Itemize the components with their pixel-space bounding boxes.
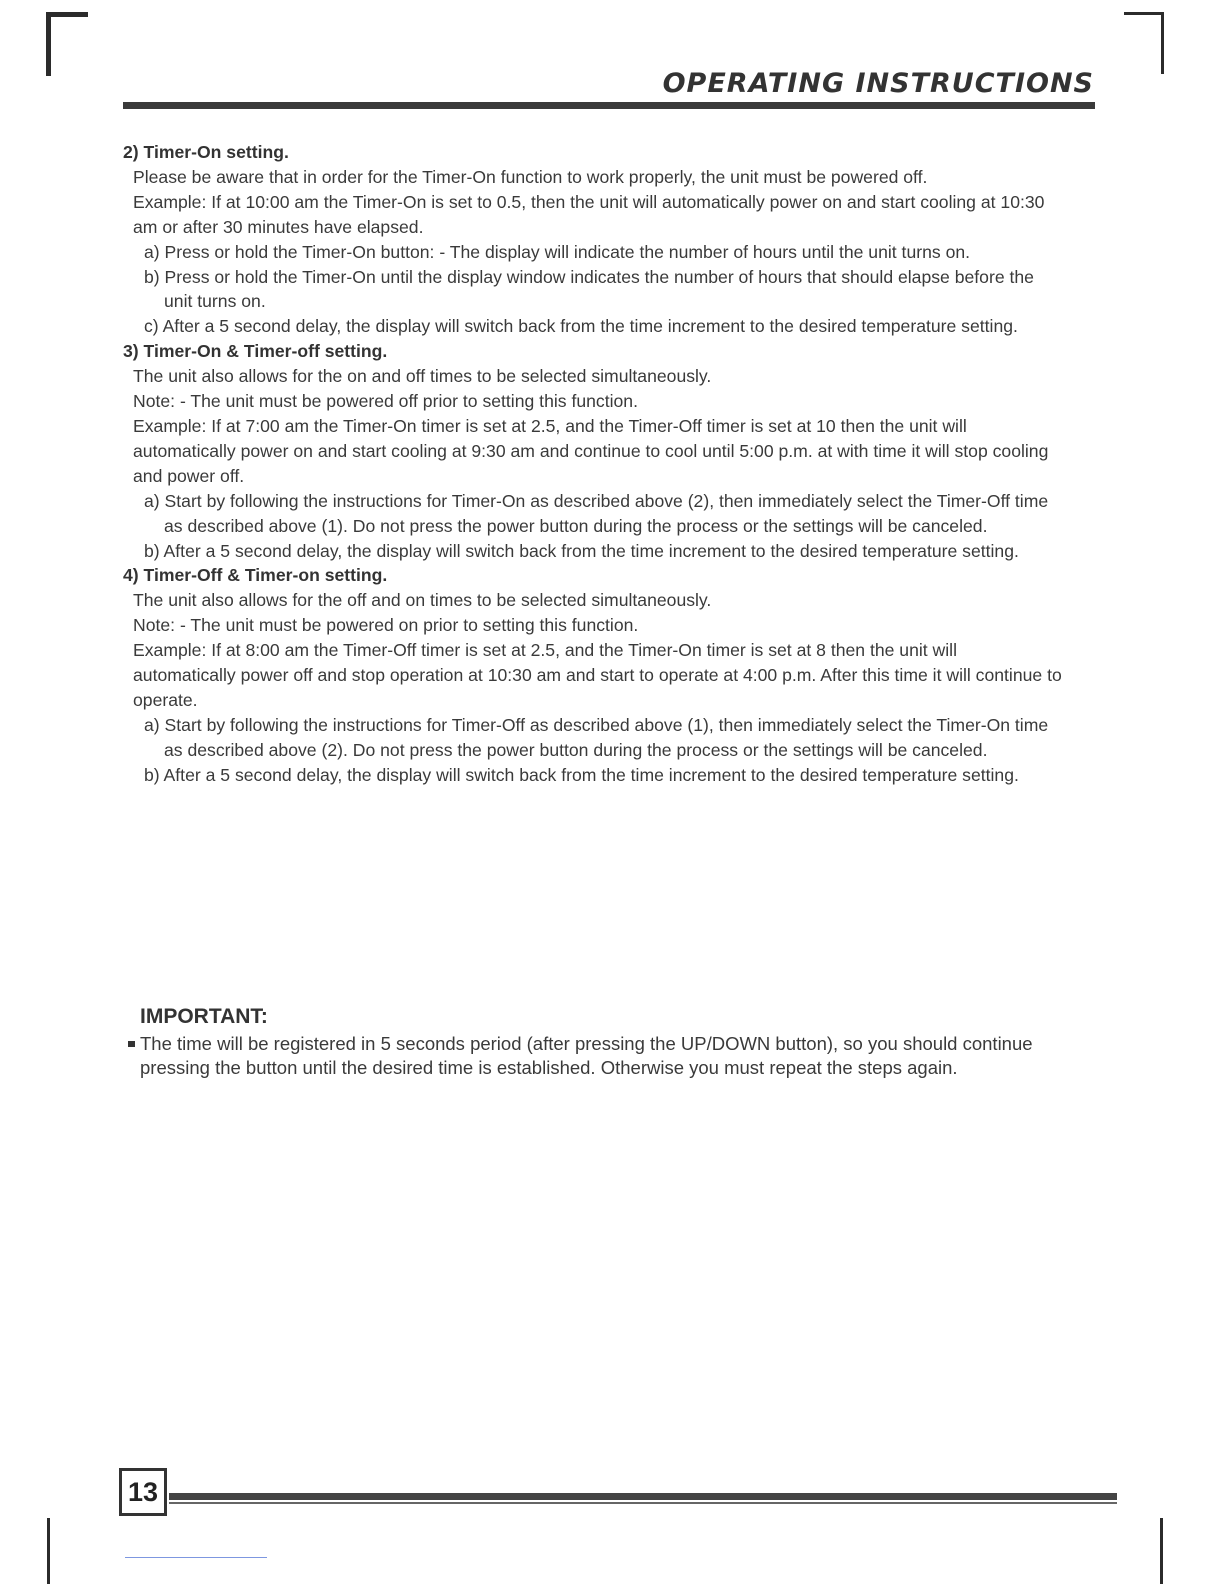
paragraph: Please be aware that in order for the Timer-On function to work properly, the unit must be powered off.: [133, 166, 928, 187]
crop-mark-top-left-v: [46, 12, 51, 76]
step-item: b) After a 5 second delay, the display will switch back from the time increment to the desired temperature setting.: [144, 540, 1019, 561]
important-body: [128, 1032, 1078, 1080]
crop-mark-bottom-left-v: [47, 1518, 50, 1584]
footer-rule-thin: [169, 1502, 1117, 1504]
paragraph: Note: - The unit must be powered off prior to setting this function.: [133, 391, 638, 412]
important-text: The time will be registered in 5 seconds period (after pressing the UP/DOWN button), so you should continue pressing the button until the desired time is established. Otherwise you must repeat the steps again.: [140, 1033, 1033, 1078]
page-header-title: OPERATING INSTRUCTIONS: [662, 68, 1094, 99]
crop-mark-bottom-right-v: [1160, 1518, 1163, 1584]
section-heading: 4) Timer-Off & Timer-on setting.: [123, 565, 388, 586]
main-content: [123, 140, 1063, 788]
step-item: c) After a 5 second delay, the display will switch back from the time increment to the desired temperature setting.: [144, 316, 1018, 337]
crop-mark-top-left-h: [46, 12, 88, 17]
bullet-icon: [128, 1041, 135, 1047]
section-heading: 3) Timer-On & Timer-off setting.: [123, 341, 388, 362]
paragraph: The unit also allows for the on and off times to be selected simultaneously.: [133, 366, 712, 387]
header-rule: [123, 102, 1095, 109]
paragraph: The unit also allows for the off and on times to be selected simultaneously.: [133, 590, 712, 611]
page-number: 13: [119, 1468, 167, 1516]
step-item: a) Start by following the instructions for Timer-On as described above (2), then immediately select the Timer-Off time as described above (1). Do not press the power button during the process or the settings will be canceled.: [144, 490, 1049, 536]
crop-mark-top-right-h: [1124, 12, 1164, 15]
footer-blue-line: [125, 1557, 267, 1558]
step-item: b) After a 5 second delay, the display will switch back from the time increment to the desired temperature setting.: [144, 764, 1019, 785]
step-item: a) Press or hold the Timer-On button: - The display will indicate the number of hours until the unit turns on.: [144, 241, 971, 262]
paragraph: Example: If at 7:00 am the Timer-On timer is set at 2.5, and the Timer-Off timer is set at 10 then the unit will automatically power on and start cooling at 9:30 am and continue to cool until 5:00 p.m. at with time it will stop cooling and power off.: [133, 415, 1049, 486]
footer-rule: [169, 1493, 1117, 1500]
important-title: IMPORTANT:: [140, 1005, 268, 1028]
paragraph: Example: If at 8:00 am the Timer-Off timer is set at 2.5, and the Timer-On timer is set at 8 then the unit will automatically power off and stop operation at 10:30 am and start to operate at 4:00 p.m. After this time it will continue to operate.: [133, 640, 1062, 710]
paragraph: Note: - The unit must be powered on prior to setting this function.: [133, 615, 639, 636]
section-heading: 2) Timer-On setting.: [123, 142, 289, 162]
paragraph: Example: If at 10:00 am the Timer-On is set to 0.5, then the unit will automatically power on and start cooling at 10:30 am or after 30 minutes have elapsed.: [133, 191, 1045, 237]
step-item: a) Start by following the instructions for Timer-Off as described above (1), then immediately select the Timer-On time as described above (2). Do not press the power button during the process or the settings will be canceled.: [144, 714, 1049, 760]
crop-mark-top-right-v: [1161, 12, 1164, 74]
important-note: [128, 1005, 1078, 1080]
step-item: b) Press or hold the Timer-On until the display window indicates the number of hours that should elapse before the unit turns on.: [144, 266, 1034, 312]
